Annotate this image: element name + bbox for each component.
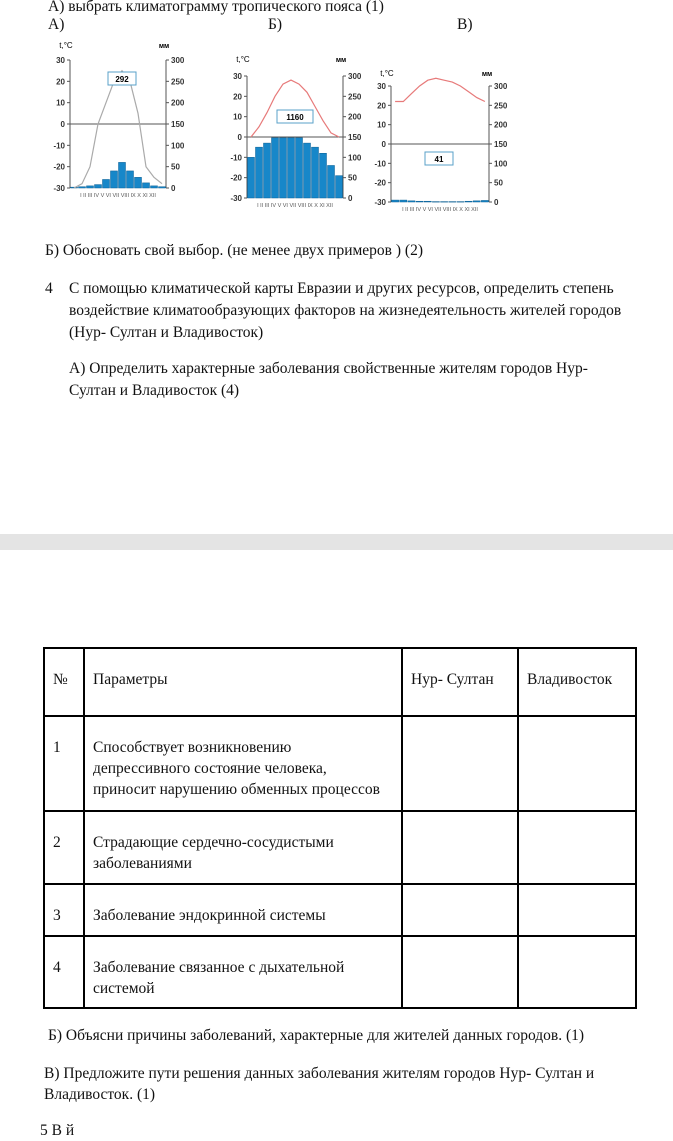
precip-bar [248,157,255,198]
precip-bar [328,165,335,198]
precip-bar [272,138,279,198]
precip-bar [392,200,399,202]
table-row [44,936,636,1008]
precip-tick-label: 200 [494,120,508,130]
precip-bar [481,200,488,202]
climatogram-v [367,69,519,213]
vladivostok-answer-cell[interactable] [518,716,636,811]
temp-tick-label: -30 [53,184,65,193]
diseases-table [43,647,637,1009]
precip-bar [424,201,431,202]
row-parameter-line: Заболевание связанное с дыхательной [93,959,345,976]
precip-unit-label: мм [335,57,347,64]
nur-sultan-answer-cell[interactable] [402,936,518,1008]
precip-tick-label: 0 [494,198,499,207]
question-b-text: Б) Объясни причины заболеваний, характерные для жителей данных городов. (1) [48,1027,585,1044]
temp-tick-label: 10 [377,120,386,130]
temp-tick-label: -30 [230,194,242,203]
vladivostok-answer-cell[interactable] [518,936,636,1008]
precip-bar [304,143,311,198]
precip-tick-label: 300 [171,56,185,65]
precip-bar [95,185,102,188]
temp-tick-label: -10 [230,153,242,163]
table-row [44,884,636,936]
precip-bar [288,138,295,198]
precip-bar [143,183,150,188]
vladivostok-answer-cell[interactable] [518,811,636,884]
header-parameters: Параметры [84,648,402,716]
precip-tick-label: 250 [348,92,362,102]
precip-tick-label: 300 [494,82,508,91]
question-4a-line-1: А) Определить характерные заболевания свойственные жителям городов Нур- [69,360,588,377]
precip-bar [111,171,118,188]
temp-tick-label: 30 [233,72,242,81]
header-vladivostok: Владивосток [518,648,636,716]
temp-tick-label: -10 [53,141,65,151]
temp-tick-label: 0 [237,133,242,142]
question-4-line-2: воздействие климатообразующих факторов на жизнедеятельность жителей городов [69,302,622,319]
precip-tick-label: 50 [171,162,180,172]
precip-tick-label: 200 [171,98,185,108]
month-labels: I II III IV V VI VII VIII IX X XI XII [257,203,333,209]
header-number: № [44,648,84,716]
nur-sultan-answer-cell[interactable] [402,716,518,811]
precip-bar [79,187,86,188]
question-4-line-1: С помощью климатической карты Евразии и других ресурсов, определить степень [69,280,614,297]
precip-tick-label: 100 [494,159,508,169]
temp-tick-label: -20 [230,173,242,183]
precip-bar [432,202,439,203]
task-a-title: А) выбрать климатограмму тропического пояса (1) [48,0,384,15]
table-row [44,716,636,811]
row-parameter [84,936,402,1008]
precip-tick-label: 150 [494,140,508,149]
precip-bar [416,201,423,202]
temp-tick-label: -10 [374,159,386,169]
precip-tick-label: 0 [171,184,176,193]
climatogram-b [225,55,375,209]
precip-tick-label: 200 [348,112,362,122]
row-parameter [84,716,402,811]
precip-bar [400,200,407,202]
row-number: 4 [44,936,84,1008]
precip-bar [151,186,158,188]
temp-tick-label: 0 [381,140,386,149]
precip-bar [457,202,464,203]
annual-precip-value: 292 [115,75,129,84]
nur-sultan-answer-cell[interactable] [402,811,518,884]
precip-bar [449,202,456,203]
precip-bar [135,177,142,188]
task-b-text: Б) Обосновать свой выбор. (не менее двух примеров ) (2) [45,242,423,259]
row-number: 3 [44,884,84,936]
temperature-line [251,80,339,137]
question-4-number: 4 [45,280,53,297]
chart-b-label: Б) [268,16,283,33]
precip-bar [320,153,327,198]
precip-tick-label: 100 [348,153,362,163]
temp-tick-label: -20 [374,178,386,188]
row-number: 1 [44,716,84,811]
temp-tick-label: 0 [60,120,65,129]
temperature-line [74,71,162,188]
temp-tick-label: -30 [374,198,386,207]
question-4-line-3: (Нур- Султан и Владивосток) [69,324,264,341]
precip-bar [159,187,166,188]
precip-tick-label: 150 [348,133,362,142]
row-number: 2 [44,811,84,884]
temp-tick-label: 20 [56,77,65,87]
precip-tick-label: 150 [171,120,185,129]
annual-precip-value: 41 [434,155,444,164]
row-parameter [84,811,402,884]
chart-a-label: А) [48,16,65,33]
row-parameter-line: приносит нарушению обменных процессов [93,781,380,798]
precip-tick-label: 250 [494,101,508,111]
precip-bar [119,162,126,188]
vladivostok-answer-cell[interactable] [518,884,636,936]
precip-tick-label: 50 [348,173,357,183]
nur-sultan-answer-cell[interactable] [402,884,518,936]
question-v-line-2: Владивосток. (1) [44,1086,156,1103]
temp-tick-label: 20 [377,101,386,111]
page-break [0,534,673,550]
precip-bar [465,201,472,202]
header-nur-sultan: Нур- Султан [402,648,518,716]
precip-unit-label: мм [158,43,170,50]
temp-unit-label: t,°C [59,41,73,50]
precip-bar [312,147,319,198]
row-parameter-line: заболеваниями [93,855,192,872]
month-labels: I II III IV V VI VII VIII IX X XI XII [402,207,478,213]
precip-bar [264,143,271,198]
precip-bar [441,202,448,203]
precip-bar [256,147,263,198]
temperature-line [395,78,485,101]
row-parameter-line: депрессивного состояние человека, [93,760,327,777]
row-parameter-line: Страдающие сердечно-сосудистыми [93,834,334,851]
precip-bar [280,138,287,198]
row-parameter-line: системой [93,980,155,997]
precip-bar [103,179,110,188]
temp-tick-label: -20 [53,162,65,172]
precip-tick-label: 100 [171,141,185,151]
climatogram-a [48,42,198,204]
precip-bar [127,171,134,188]
temp-tick-label: 30 [56,56,65,65]
row-parameter [84,884,402,936]
precip-tick-label: 300 [348,72,362,81]
table-header-row [44,648,636,716]
temp-tick-label: 20 [233,92,242,102]
row-parameter-line: Способствует возникновению [93,739,292,756]
precip-bar [408,201,415,202]
cut-off-text: 5 В й [40,1122,75,1139]
temp-unit-label: t,°C [380,69,394,78]
precip-tick-label: 50 [494,178,503,188]
question-v-line-1: В) Предложите пути решения данных заболевания жителям городов Нур- Султан и [44,1065,595,1082]
row-parameter-line: Заболевание эндокринной системы [93,907,326,924]
temp-tick-label: 10 [233,112,242,122]
temp-tick-label: 10 [56,98,65,108]
precip-tick-label: 0 [348,194,353,203]
precip-bar [336,176,343,198]
question-4a-line-2: Султан и Владивосток (4) [69,382,240,399]
precip-bar [296,138,303,198]
temp-tick-label: 30 [377,82,386,91]
precip-bar [473,201,480,202]
precip-tick-label: 250 [171,77,185,87]
temp-unit-label: t,°C [236,55,250,64]
month-labels: I II III IV V VI VII VIII IX X XI XII [80,193,156,199]
chart-v-label: В) [457,16,473,33]
annual-precip-value: 1160 [286,113,304,122]
table-row [44,811,636,884]
precip-bar [87,186,94,188]
precip-unit-label: мм [481,71,493,78]
cut-off-line [40,1118,630,1139]
